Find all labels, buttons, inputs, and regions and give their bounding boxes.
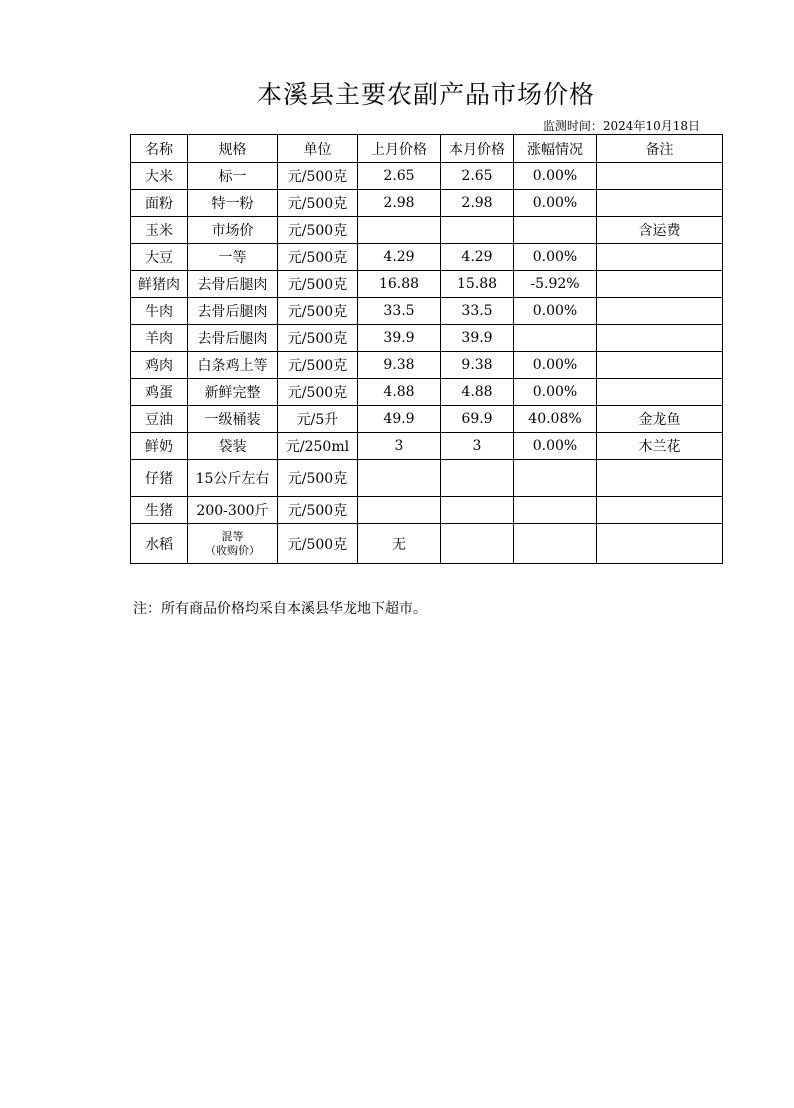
cell-remark	[597, 271, 723, 298]
cell-change: 0.00%	[514, 352, 597, 379]
cell-name: 鸡肉	[131, 352, 188, 379]
cell-unit: 元/500克	[278, 244, 358, 271]
page-title: 本溪县主要农副产品市场价格	[256, 80, 595, 109]
cell-unit: 元/500克	[278, 271, 358, 298]
cell-unit: 元/500克	[278, 352, 358, 379]
cell-name: 豆油	[131, 406, 188, 433]
cell-this-price: 33.5	[441, 298, 514, 325]
cell-last-price	[358, 460, 441, 497]
cell-this-price: 2.65	[441, 163, 514, 190]
header-last-month-price: 上月价格	[358, 135, 441, 163]
cell-this-price	[441, 217, 514, 244]
cell-name: 水稻	[131, 524, 188, 564]
cell-change: 40.08%	[514, 406, 597, 433]
cell-remark	[597, 163, 723, 190]
cell-last-price	[358, 497, 441, 524]
cell-spec: 去骨后腿肉	[188, 298, 278, 325]
cell-name: 玉米	[131, 217, 188, 244]
price-table	[130, 134, 723, 564]
cell-change: 0.00%	[514, 244, 597, 271]
cell-remark	[597, 497, 723, 524]
cell-this-price: 15.88	[441, 271, 514, 298]
cell-spec: 白条鸡上等	[188, 352, 278, 379]
cell-name: 面粉	[131, 190, 188, 217]
cell-remark	[597, 379, 723, 406]
cell-last-price: 39.9	[358, 325, 441, 352]
cell-spec: 200-300斤	[188, 497, 278, 524]
header-this-month-price: 本月价格	[441, 135, 514, 163]
monitor-date: 监测时间：2024年10月18日	[542, 119, 700, 133]
cell-unit: 元/5升	[278, 406, 358, 433]
header-spec: 规格	[188, 135, 278, 163]
cell-unit: 元/500克	[278, 460, 358, 497]
cell-unit: 元/500克	[278, 497, 358, 524]
cell-last-price	[358, 217, 441, 244]
cell-spec	[188, 524, 278, 564]
cell-spec-line1: 混等	[221, 529, 244, 543]
table-row	[131, 163, 723, 190]
table-header-row	[131, 135, 723, 163]
footnote: 注：所有商品价格均采自本溪县华龙地下超市。	[133, 601, 427, 617]
cell-remark: 木兰花	[597, 433, 723, 460]
table-row	[131, 406, 723, 433]
cell-spec-line2: （收购价）	[205, 543, 260, 557]
cell-this-price	[441, 497, 514, 524]
cell-unit: 元/500克	[278, 190, 358, 217]
cell-change	[514, 524, 597, 564]
table-row	[131, 524, 723, 564]
cell-remark	[597, 244, 723, 271]
cell-spec: 袋装	[188, 433, 278, 460]
cell-change	[514, 460, 597, 497]
cell-last-price: 2.98	[358, 190, 441, 217]
table-row	[131, 433, 723, 460]
cell-last-price: 16.88	[358, 271, 441, 298]
cell-change: 0.00%	[514, 298, 597, 325]
cell-this-price	[441, 524, 514, 564]
cell-spec: 标一	[188, 163, 278, 190]
cell-name: 生猪	[131, 497, 188, 524]
cell-unit: 元/500克	[278, 163, 358, 190]
cell-last-price: 2.65	[358, 163, 441, 190]
cell-unit: 元/500克	[278, 325, 358, 352]
cell-unit: 元/500克	[278, 379, 358, 406]
cell-unit: 元/250ml	[278, 433, 358, 460]
table-row	[131, 271, 723, 298]
table-row	[131, 497, 723, 524]
cell-last-price: 无	[358, 524, 441, 564]
cell-remark	[597, 524, 723, 564]
cell-last-price: 3	[358, 433, 441, 460]
cell-change: 0.00%	[514, 379, 597, 406]
cell-remark	[597, 460, 723, 497]
cell-spec: 一等	[188, 244, 278, 271]
cell-last-price: 4.88	[358, 379, 441, 406]
cell-this-price	[441, 460, 514, 497]
table-row	[131, 244, 723, 271]
cell-name: 鲜奶	[131, 433, 188, 460]
cell-this-price: 39.9	[441, 325, 514, 352]
table-row	[131, 352, 723, 379]
table-row	[131, 298, 723, 325]
cell-change: -5.92%	[514, 271, 597, 298]
cell-spec: 一级桶装	[188, 406, 278, 433]
cell-spec: 特一粉	[188, 190, 278, 217]
cell-remark: 含运费	[597, 217, 723, 244]
cell-this-price: 9.38	[441, 352, 514, 379]
cell-remark: 金龙鱼	[597, 406, 723, 433]
cell-change	[514, 217, 597, 244]
header-change: 涨幅情况	[514, 135, 597, 163]
cell-name: 大豆	[131, 244, 188, 271]
cell-name: 仔猪	[131, 460, 188, 497]
cell-last-price: 49.9	[358, 406, 441, 433]
cell-spec: 15公斤左右	[188, 460, 278, 497]
cell-change	[514, 325, 597, 352]
cell-this-price: 2.98	[441, 190, 514, 217]
cell-remark	[597, 325, 723, 352]
cell-name: 牛肉	[131, 298, 188, 325]
cell-change: 0.00%	[514, 433, 597, 460]
cell-last-price: 33.5	[358, 298, 441, 325]
cell-spec: 市场价	[188, 217, 278, 244]
cell-name: 鲜猪肉	[131, 271, 188, 298]
cell-change: 0.00%	[514, 190, 597, 217]
header-remark: 备注	[597, 135, 723, 163]
cell-remark	[597, 298, 723, 325]
table-row	[131, 379, 723, 406]
cell-spec: 去骨后腿肉	[188, 325, 278, 352]
cell-spec: 新鲜完整	[188, 379, 278, 406]
cell-this-price: 69.9	[441, 406, 514, 433]
cell-name: 大米	[131, 163, 188, 190]
cell-last-price: 4.29	[358, 244, 441, 271]
header-unit: 单位	[278, 135, 358, 163]
header-name: 名称	[131, 135, 188, 163]
cell-this-price: 4.88	[441, 379, 514, 406]
table-row	[131, 190, 723, 217]
table-row	[131, 217, 723, 244]
cell-name: 鸡蛋	[131, 379, 188, 406]
cell-last-price: 9.38	[358, 352, 441, 379]
cell-change: 0.00%	[514, 163, 597, 190]
cell-name: 羊肉	[131, 325, 188, 352]
cell-remark	[597, 190, 723, 217]
cell-unit: 元/500克	[278, 217, 358, 244]
cell-unit: 元/500克	[278, 298, 358, 325]
cell-change	[514, 497, 597, 524]
table-row	[131, 460, 723, 497]
cell-spec: 去骨后腿肉	[188, 271, 278, 298]
cell-unit: 元/500克	[278, 524, 358, 564]
table-row	[131, 325, 723, 352]
cell-this-price: 3	[441, 433, 514, 460]
cell-this-price: 4.29	[441, 244, 514, 271]
cell-remark	[597, 352, 723, 379]
